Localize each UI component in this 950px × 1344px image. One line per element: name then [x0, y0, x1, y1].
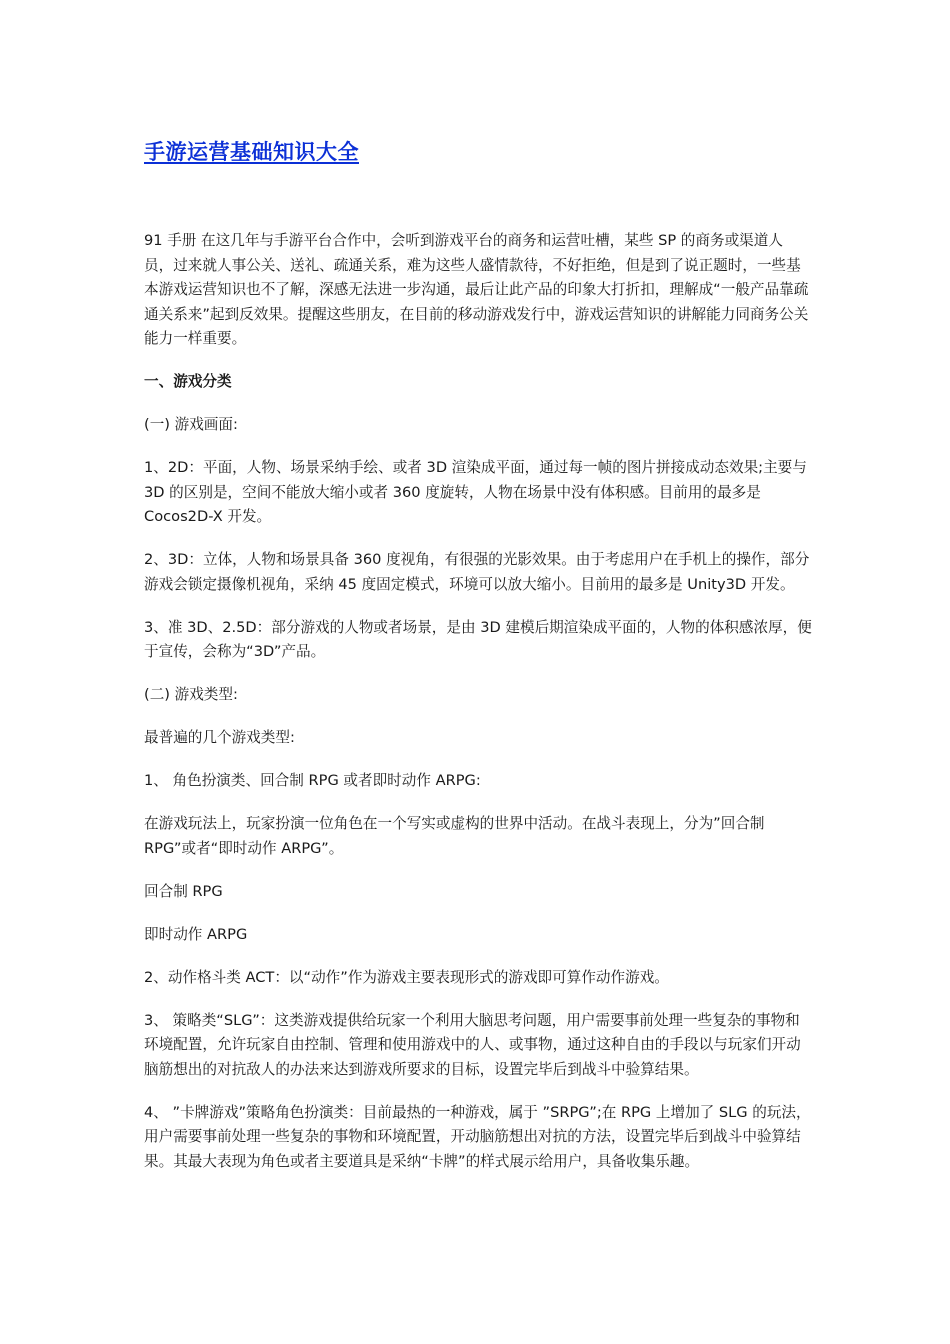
type-act-paragraph: 2、动作格斗类 ACT：以“动作”作为游戏主要表现形式的游戏即可算作动作游戏。 [144, 968, 669, 986]
document-body [144, 229, 812, 1193]
intro-paragraph: 91 手册 在这几年与手游平台合作中，会听到游戏平台的商务和运营吐槽，某些 SP 的商务或渠道人员，过来就人事公关、送礼、疏通关系，难为这些人盛情款待，不好拒绝，但是到了说正题时，一些基本游戏运营知识也不了解，深感无法进一步沟通，最后让此产品的印象大打折扣，理解成“一般产品靠疏通关系来”起到反效果。提醒这些朋友，在目前的移动游戏发行中，游戏运营知识的讲解能力同商务公关能力一样重要。 [144, 232, 809, 347]
rpg-label: 回合制 RPG [144, 882, 223, 900]
type-card-game-paragraph: 4、 ”卡牌游戏”策略角色扮演类：目前最热的一种游戏，属于 ”SRPG”;在 RPG 上增加了 SLG 的玩法，用户需要事前处理一些复杂的事物和环境配置，开动脑筋想出对抗的方法，设置完毕后到战斗中验算结果。其最大表现为角色或者主要道具是采纳“卡牌”的样式展示给用户，具备收集乐趣。 [144, 1103, 811, 1170]
paragraph-2d: 1、2D：平面，人物、场景采纳手绘、或者 3D 渲染成平面，通过每一帧的图片拼接成动态效果;主要与 3D 的区别是，空间不能放大缩小或者 360 度旋转，人物在场景中没有体积感。目前用的最多是 Cocos2D-X 开发。 [144, 459, 807, 525]
type-slg-paragraph: 3、 策略类“SLG”：这类游戏提供给玩家一个利用大脑思考问题，用户需要事前处理一些复杂的事物和环境配置，允许玩家自由控制、管理和使用游戏中的人、或事物，通过这种自由的手段以与玩家们开动脑筋想出的对抗敌人的办法来达到游戏所要求的目标，设置完毕后到战斗中验算结果。 [144, 1011, 801, 1078]
section-heading-game-classification: 一、游戏分类 [144, 373, 232, 390]
subsection-heading-graphics: (一) 游戏画面: [144, 416, 238, 433]
document-title-link[interactable]: 手游运营基础知识大全 [144, 140, 359, 164]
type-rpg-description: 在游戏玩法上，玩家扮演一位角色在一个写实或虚构的世界中活动。在战斗表现上，分为”回合制 RPG”或者“即时动作 ARPG”。 [144, 815, 765, 857]
types-intro: 最普遍的几个游戏类型: [144, 729, 295, 746]
arpg-label: 即时动作 ARPG [144, 925, 248, 943]
subsection-heading-game-types: (二) 游戏类型: [144, 686, 238, 703]
type-rpg-heading: 1、 角色扮演类、回合制 RPG 或者即时动作 ARPG: [144, 772, 481, 789]
paragraph-3d: 2、3D：立体，人物和场景具备 360 度视角，有很强的光影效果。由于考虑用户在手机上的操作，部分游戏会锁定摄像机视角，采纳 45 度固定模式，环境可以放大缩小。目前用的最多是 Unity3D 开发。 [144, 551, 810, 593]
paragraph-2-5d: 3、准 3D、2.5D：部分游戏的人物或者场景，是由 3D 建模后期渲染成平面的，人物的体积感浓厚，便于宣传，会称为“3D”产品。 [144, 618, 812, 660]
